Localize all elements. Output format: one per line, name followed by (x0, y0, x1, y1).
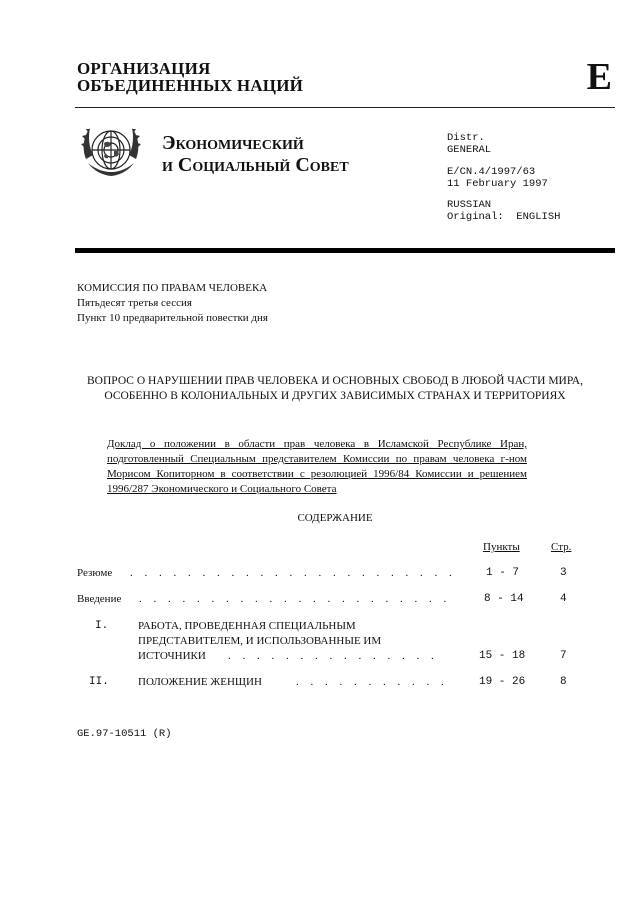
toc-entry-title: Резюме (77, 567, 113, 579)
toc-entry-page: 3 (560, 567, 567, 579)
document-date: 11 February 1997 (447, 178, 548, 190)
agenda-item: Пункт 10 предварительной повестки дня (77, 312, 268, 324)
un-emblem-icon (78, 117, 144, 183)
org-name-line2: ОБЪЕДИНЕННЫХ НАЦИЙ (77, 76, 304, 95)
toc-leader-dots: . . . . . . . . . . . . . . . (228, 650, 439, 662)
toc-entry-title: Введение (77, 593, 122, 605)
toc-entry-page: 8 (560, 676, 567, 688)
council-name-line2: и Социальный Совет (162, 154, 349, 176)
toc-entry-paragraphs: 15 - 18 (479, 650, 526, 662)
org-name-line1: ОРГАНИЗАЦИЯ (77, 59, 211, 78)
toc-entry-title-line: РАБОТА, ПРОВЕДЕННАЯ СПЕЦИАЛЬНЫМ (138, 620, 356, 632)
toc-entry-page: 7 (560, 650, 567, 662)
distribution-value: GENERAL (447, 144, 492, 156)
report-title: Доклад о положении в области прав человека в Исламской Республике Иран, подготовленный Специальным представителем Комиссии по правам человека г-ном Морисом Копиторном в соответствии с резолюцией 1996/84 Комиссии и решением 1996/287 Экономического и Социального Совета (107, 438, 527, 495)
toc-leader-dots: . . . . . . . . . . . . . . . . . . . . . . . (130, 567, 457, 579)
commission-block (77, 281, 268, 326)
toc-entry-title-line: ИСТОЧНИКИ (138, 650, 206, 662)
council-name-line1: Экономический (162, 132, 304, 154)
distr-label: Distr. (447, 132, 485, 144)
header-thick-divider (75, 248, 615, 253)
original-language: Original: ENGLISH (447, 211, 561, 223)
language-letter: E (586, 56, 612, 98)
document-language: RUSSIAN (447, 199, 492, 211)
council-name (162, 132, 349, 176)
commission-name: КОМИССИЯ ПО ПРАВАМ ЧЕЛОВЕКА (77, 282, 268, 294)
toc-leader-dots: . . . . . . . . . . . (296, 676, 449, 688)
page-column-header: Стр. (551, 541, 572, 553)
paragraphs-column-header: Пункты (483, 541, 520, 553)
toc-entry-title: ПОЛОЖЕНИЕ ЖЕНЩИН (138, 676, 262, 688)
toc-entry-paragraphs: 1 - 7 (486, 567, 520, 579)
toc-entry-number: I. (95, 620, 109, 632)
toc-entry-title-line: ПРЕДСТАВИТЕЛЕМ, И ИСПОЛЬЗОВАННЫЕ ИМ (138, 635, 382, 647)
toc-leader-dots: . . . . . . . . . . . . . . . . . . . . . . (139, 593, 451, 605)
document-symbol: E/CN.4/1997/63 (447, 166, 536, 178)
contents-title: СОДЕРЖАНИЕ (297, 512, 373, 524)
toc-entry-paragraphs: 19 - 26 (479, 676, 526, 688)
question-title: ВОПРОС О НАРУШЕНИИ ПРАВ ЧЕЛОВЕКА И ОСНОВНЫХ СВОБОД В ЛЮБОЙ ЧАСТИ МИРА, ОСОБЕННО В КОЛОНИАЛЬНЫХ И ДРУГИХ ЗАВИСИМЫХ СТРАНАХ И ТЕРРИТОРИЯХ (87, 375, 583, 402)
toc-entry-page: 4 (560, 593, 567, 605)
toc-entry-number: II. (89, 676, 109, 688)
job-number: GE.97-10511 (R) (77, 728, 172, 740)
organization-name (77, 60, 303, 94)
session-name: Пятьдесят третья сессия (77, 297, 192, 309)
header-divider (75, 107, 615, 108)
toc-entry-paragraphs: 8 - 14 (484, 593, 524, 605)
